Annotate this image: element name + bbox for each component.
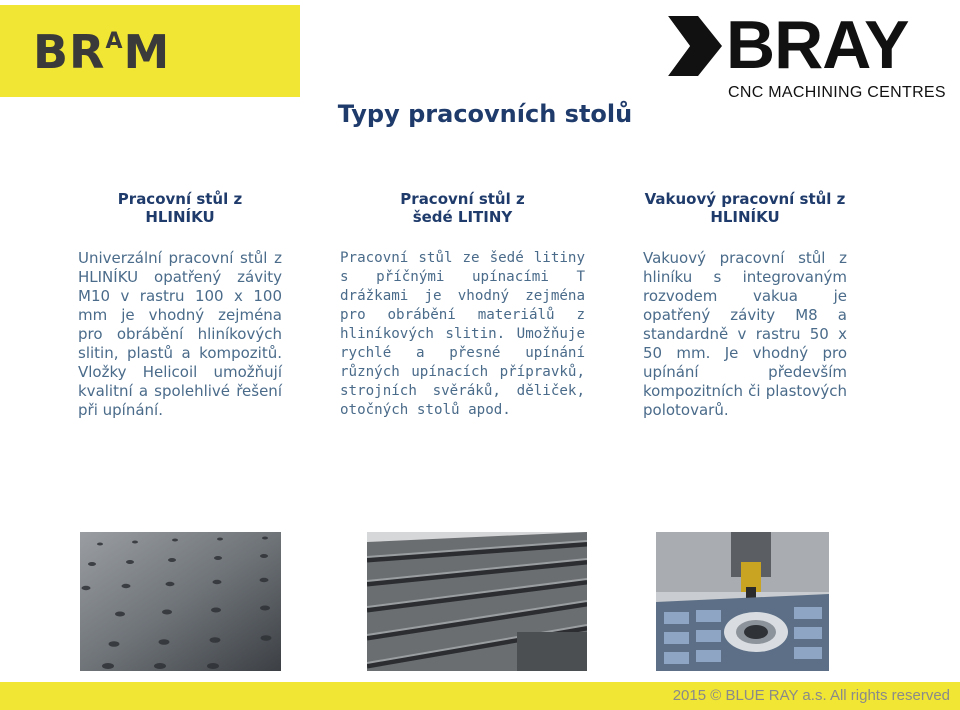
- vacuum-table-photo: [656, 532, 829, 671]
- cast-iron-table-photo: [367, 532, 587, 671]
- bray-logo: [668, 7, 946, 104]
- column-aluminium: [78, 190, 282, 420]
- column-text: Vakuový pracovní stůl z hliníku s integrovaným rozvodem vakua je opatřený závity M8 a standardně v rastru 50 x 50 mm. Je vhodný pro upínání především kompozitních či plastových polotovarů.: [643, 249, 847, 419]
- column-cast-iron: [340, 190, 585, 420]
- column-vacuum: [643, 190, 847, 420]
- copyright-text: 2015 © BLUE RAY a.s. All rights reserved: [672, 687, 950, 704]
- bray-wordmark: BRAY: [726, 7, 909, 83]
- page-title: Typy pracovních stolů: [337, 100, 633, 128]
- column-title: Pracovní stůl z šedé LITINY: [400, 190, 525, 226]
- bray-chevron-icon: [668, 16, 722, 76]
- bray-subtitle: CNC MACHINING CENTRES: [728, 84, 946, 101]
- bram-logo: $BR^AM$: [33, 25, 171, 79]
- column-text: Pracovní stůl ze šedé litiny s příčnými upínacími T drážkami je vhodný zejména pro obrábění materiálů z hliníkových slitin. Umožňuje rychlé a přesné upínání různých upínacích přípravků, strojních svěráků, děliček, otočných stolů apod.: [340, 250, 585, 418]
- aluminium-table-photo: [80, 532, 281, 671]
- column-title: Pracovní stůl z HLINÍKU: [117, 190, 243, 226]
- bram-logo-box: [0, 5, 300, 97]
- footer-bar: [0, 682, 960, 710]
- column-text: Univerzální pracovní stůl z HLINÍKU opatřený závity M10 v rastru 100 x 100 mm je vhodný zejména pro obrábění hliníkových slitin, plastů a kompozitů. Vložky Helicoil umožňují kvalitní a spolehlivé řešení při upínání.: [78, 249, 282, 419]
- column-title: Vakuový pracovní stůl z HLINÍKU: [644, 190, 846, 226]
